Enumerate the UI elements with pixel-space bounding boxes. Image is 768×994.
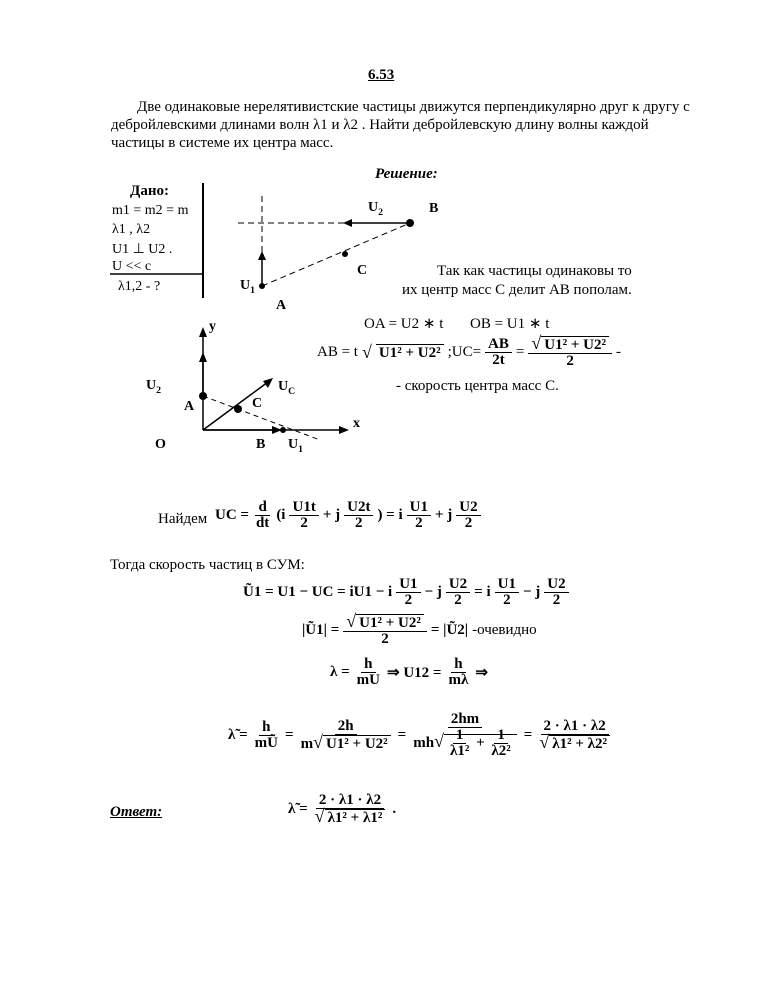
uc-prefix: ;UC= <box>447 344 482 360</box>
formula-ab-uc: AB = t √ U1² + U2² ;UC= $\frac{AB}{2t}$ = $\frac{\text{√ U1² + U2²}}{2}$ - <box>317 333 621 369</box>
then-line: Тогда скорость частиц в СУМ: <box>110 557 305 573</box>
given-line-5: λ1,2 - ? <box>118 279 161 294</box>
problem-line-1: Две одинаковые нерелятивистские частицы движутся перпендикулярно друг к другу с <box>137 99 690 115</box>
problem-number: 6.53 <box>368 67 395 83</box>
d1-label-c: C <box>357 263 368 278</box>
d2-label-y: y <box>209 319 216 334</box>
given-line-4: U << c <box>112 259 152 274</box>
d1-label-u1: $U_1$ <box>240 278 256 296</box>
point-a <box>259 283 265 289</box>
d2-label-u1: $U_1$ <box>288 437 304 455</box>
point-b <box>406 219 414 227</box>
d1-label-b: B <box>429 201 439 216</box>
d1-label-a: A <box>276 298 287 313</box>
uc-description: - скорость центра масс C. <box>396 378 559 394</box>
text-right-1: Так как частицы одинаковы то <box>437 263 632 279</box>
d2-label-o: O <box>155 437 166 452</box>
d2-label-x: x <box>353 416 360 431</box>
uc-tail: - <box>615 344 621 360</box>
problem-line-2: дебройлевскими длинами волн λ1 и λ2 . Найти дебройлевскую длину волны каждой <box>111 117 649 133</box>
formula-final: λ̃ = $\frac{h}{mŨ}$ = $\frac{2h}{\text{m√ U1² + U2²}}$ = 2hm mh√ $\frac{1}{\text{λ1²}}$ + $\frac{1}{\text{λ2²}}$ = $\frac{2 \cdot \lambda 1 \cdot \lambda 2}{\text{√ λ1² + λ2²}}$ <box>228 712 613 759</box>
formula-answer: λ̃ = $\frac{2 \cdot \lambda 1 \cdot \lambda 2}{\text{√ λ1² + λ1²}}$ . <box>288 792 397 826</box>
diagram-1 <box>238 196 414 289</box>
d2-label-a: A <box>184 399 195 414</box>
formula-debroglie: λ = $\frac{h}{mU}$ ⇒ U12 = $\frac{h}{m\lambda}$ ⇒ <box>330 656 488 688</box>
uc-den: 2t <box>492 352 505 368</box>
point-b-2 <box>280 427 286 433</box>
formula-magnitude: |Ũ1| = $\frac{\text{√ U1² + U2²}}{2}$ = |Ũ2| -очевидно <box>302 611 537 647</box>
given-line-3: U1 ⊥ U2 . <box>112 242 173 257</box>
text-right-2: их центр масс C делит AB пополам. <box>402 282 632 298</box>
d2-label-uc: $U_C$ <box>278 379 296 397</box>
answer-label: Ответ: <box>110 804 163 820</box>
uc-num: AB <box>485 337 512 353</box>
formula-cm-velocity: Ũ1 = U1 − UC = iU1 − i $\frac{U1}{2}$ − j $\frac{U2}{2}$ = i $\frac{U1}{2}$ − j $\frac{U2}{2}$ <box>243 577 569 608</box>
given-line-1: m1 = m2 = m <box>112 203 189 218</box>
formula-ob: OB = U1 ∗ t <box>470 316 550 332</box>
point-c <box>342 251 348 257</box>
given-line-2: λ1 , λ2 <box>112 222 151 237</box>
uc-root: U1² + U2² <box>541 336 609 353</box>
point-a-2 <box>199 392 207 400</box>
d1-label-u2: $U_2$ <box>368 200 384 218</box>
d2-label-b: B <box>256 437 266 452</box>
solution-heading: Решение: <box>375 166 438 182</box>
d2-label-u2: $U_2$ <box>146 378 162 396</box>
find-lead: Найдем <box>158 511 208 527</box>
formula-oa: OA = U2 ∗ t <box>364 316 444 332</box>
problem-line-3: частицы в системе их центра масс. <box>111 135 334 151</box>
point-c-2 <box>234 405 242 413</box>
ab-root: U1² + U2² <box>376 344 444 362</box>
uc-den2: 2 <box>566 353 574 369</box>
formula-find-uc: UC = $\frac{d}{dt}$ (i $\frac{U1t}{2}$ + j $\frac{U2t}{2}$ ) = i $\frac{U1}{2}$ + j $\frac{U2}{2}$ <box>215 500 481 531</box>
given-heading: Дано: <box>130 183 169 199</box>
d2-label-c: C <box>252 396 263 411</box>
ab-prefix: AB = t <box>317 344 358 360</box>
